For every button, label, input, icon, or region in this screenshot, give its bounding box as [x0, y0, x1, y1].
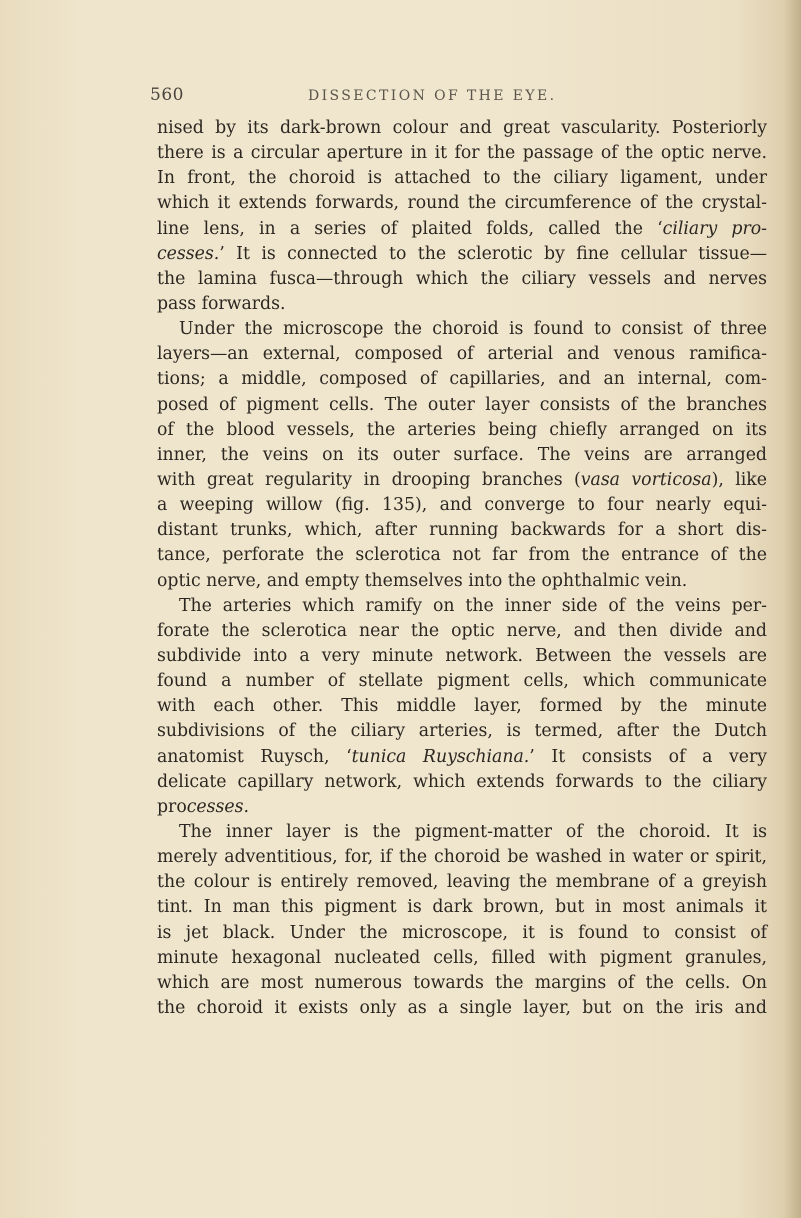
text-line: posed of pigment cells. The outer layer consists of the branches: [157, 394, 767, 415]
text-line: processes.: [157, 796, 249, 817]
text-line: found a number of stellate pigment cells, which communicate: [157, 671, 767, 692]
text-line: Under the microscope the choroid is found to consist of three: [179, 319, 767, 340]
text-line: is jet black. Under the microscope, it is found to consist of: [157, 922, 767, 943]
text-line: The arteries which ramify on the inner side of the veins per-: [179, 595, 767, 616]
text-line: In front, the choroid is attached to the ciliary ligament, under: [157, 168, 767, 189]
text-line: cesses.’ It is connected to the sclerotic by fine cellular tissue—: [157, 243, 767, 264]
text-line: of the blood vessels, the arteries being chiefly arranged on its: [157, 419, 767, 440]
text-line: forate the sclerotica near the optic nerve, and then divide and: [157, 620, 767, 641]
page-number: 560: [150, 85, 184, 105]
text-line: tions; a middle, composed of capillaries, and an internal, com-: [157, 369, 767, 390]
text-line: optic nerve, and empty themselves into the ophthalmic vein.: [157, 570, 688, 591]
text-line: layers—an external, composed of arterial and venous ramifica-: [157, 344, 767, 365]
text-line: with each other. This middle layer, formed by the minute: [157, 696, 767, 717]
text-line: which are most numerous towards the margins of the cells. On: [157, 972, 767, 993]
text-line: tint. In man this pigment is dark brown, but in most animals it: [157, 897, 767, 918]
text-line: nised by its dark-brown colour and great vascularity. Posteriorly: [157, 118, 767, 138]
text-line: tance, perforate the sclerotica not far from the entrance of the: [157, 545, 767, 566]
text-line: subdivisions of the ciliary arteries, is termed, after the Dutch: [157, 721, 767, 742]
text-line: the lamina fusca—through which the ciliary vessels and nerves: [157, 268, 767, 289]
text-line: a weeping willow (fig. 135), and converge to four nearly equi-: [157, 495, 767, 516]
body-text: [157, 116, 767, 1021]
running-title: DISSECTION OF THE EYE.: [308, 88, 557, 104]
text-line: merely adventitious, for, if the choroid be washed in water or spirit,: [157, 847, 767, 868]
text-line: with great regularity in drooping branches (vasa vorticosa), like: [157, 469, 767, 490]
text-line: the colour is entirely removed, leaving the membrane of a greyish: [157, 872, 767, 893]
text-line: anatomist Ruysch, ‘tunica Ruyschiana.’ It consists of a very: [157, 746, 768, 767]
text-line: subdivide into a very minute network. Between the vessels are: [157, 645, 767, 666]
text-line: delicate capillary network, which extends forwards to the ciliary: [157, 771, 767, 792]
text-line: inner, the veins on its outer surface. The veins are arranged: [157, 444, 767, 465]
text-line: the choroid it exists only as a single layer, but on the iris and: [157, 997, 767, 1018]
text-line: line lens, in a series of plaited folds, called the ‘ciliary pro-: [157, 218, 767, 239]
text-line: pass forwards.: [157, 293, 286, 314]
text-line: distant trunks, which, after running backwards for a short dis-: [157, 520, 767, 541]
text-line: which it extends forwards, round the circumference of the crystal-: [157, 193, 767, 214]
text-line: there is a circular aperture in it for the passage of the optic nerve.: [157, 143, 767, 164]
page-edge-shadow: [783, 0, 801, 1218]
text-line: The inner layer is the pigment-matter of the choroid. It is: [179, 821, 767, 842]
text-line: minute hexagonal nucleated cells, filled with pigment granules,: [157, 947, 767, 968]
